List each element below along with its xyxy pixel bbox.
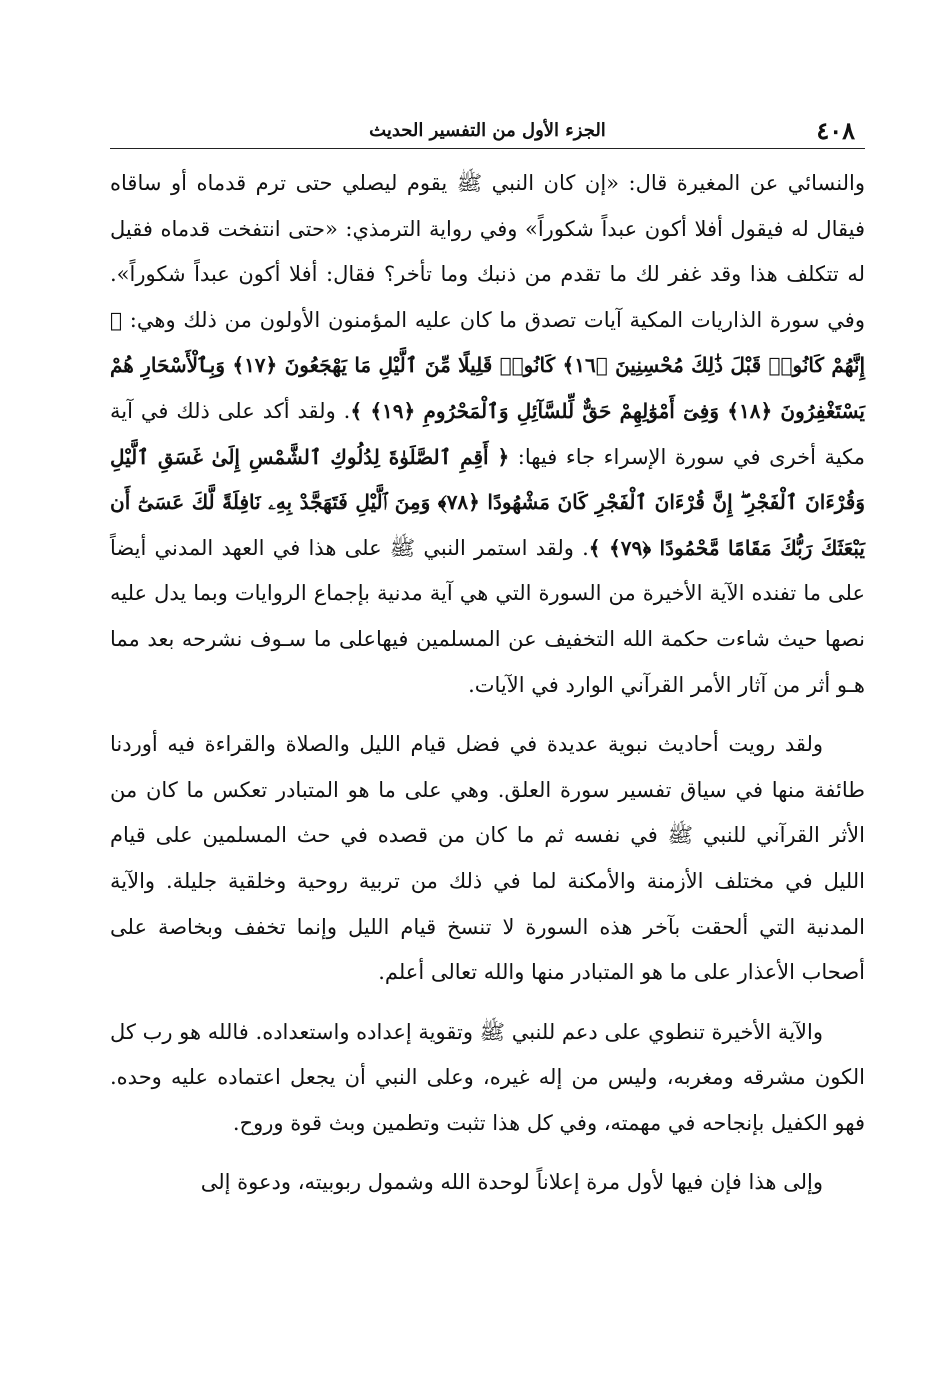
paragraph-text: وإلى هذا فإن فيها لأول مرة إعلاناً لوحدة الله وشمول ربوبيته، ودعوة إلى <box>200 1170 823 1195</box>
paragraph-text: ولقد رويت أحاديث نبوية عديدة في فضل قيام الليل والصلاة والقراءة فيه أوردنا طائفة منها في سياق تفسير سورة العلق. وهي على ما هو المتبادر تعكس ما كان من الأثر القرآني للنبي ﷺ في نفسه ثم ما كان من قصده في حث المسلمين على قيام الليل في مختلف الأزمنة والأمكنة لما في ذلك من تربية روحية وخلقية جليلة. والآية المدنية التي ألحقت بآخر هذه السورة لا تنسخ قيام الليل وإنما تخفف وبخاصة على أصحاب الأعذار على ما هو المتبادر منها والله تعالى أعلم. <box>110 732 865 985</box>
paragraph-4 <box>110 1160 865 1206</box>
paragraph-text: . ولقد استمر النبي ﷺ على هذا في العهد المدني أيضاً على ما تفنده الآية الأخيرة من السورة التي هي آية مدنية بإجماع الروايات وبما يدل عليه نصها حيث شاءت حكمة الله التخفيف عن المسلمين فيهاعلى ما سـوف نشرحه بعد مما هـو أثر من آثار الأمر القرآني الوارد في الآيات. <box>110 535 865 697</box>
page-header <box>110 112 865 149</box>
paragraph-1 <box>110 161 865 708</box>
paragraph-text: والآية الأخيرة تنطوي على دعم للنبي ﷺ وتقوية إعداده واستعداده. فالله هو رب كل الكون مشرقه ومغربه، وليس من إله غيره، وعلى النبي أن يجعل اعتماده عليه وحده. فهو الكفيل بإنجاحه في مهمته، وفي كل هذا تثبت وتطمين وبث قوة وروح. <box>110 1019 865 1135</box>
page-number: ٤٠٨ <box>816 116 855 145</box>
book-page <box>110 112 865 1220</box>
paragraph-2 <box>110 722 865 996</box>
quran-verse: ﴿ أَقِمِ ٱلصَّلَوٰةَ لِدُلُوكِ ٱلشَّمْسِ إِلَىٰ غَسَقِ ٱلَّيْلِ وَقُرْءَانَ ٱلْفَجْرِ ۖ إِنَّ قُرْءَانَ ٱلْفَجْرِ كَانَ مَشْهُودًا ﴿٧٨﴾ وَمِنَ ٱلَّيْلِ فَتَهَجَّدْ بِهِۦ نَافِلَةً لَّكَ عَسَىٰٓ أَن يَبْعَثَكَ رَبُّكَ مَقَامًا مَّحْمُودًا ﴿٧٩﴾ ﴾ <box>110 444 865 560</box>
body-text <box>110 161 865 1206</box>
paragraph-text: والنسائي عن المغيرة قال: «إن كان النبي ﷺ يقوم ليصلي حتى ترم قدماه أو ساقاه فيقال له فيقول أفلا أكون عبداً شكوراً» وفي رواية الترمذي: «حتى انتفخت قدماه فقيل له تتكلف هذا وقد غفر لك ما تقدم من ذنبك وما تأخر؟ فقال: أفلا أكون عبداً شكوراً». وفي سورة الذاريات المكية آيات تصدق ما كان عليه المؤمنون الأولون من ذلك وهي: <box>110 171 865 332</box>
running-title: الجزء الأول من التفسير الحديث <box>369 120 606 141</box>
quran-verse: ﴿ إِنَّهُمْ كَانُوا۟ قَبْلَ ذَٰلِكَ مُحْسِنِينَ ﴿١٦﴾ كَانُوا۟ قَلِيلًا مِّنَ ٱلَّيْلِ مَا يَهْجَعُونَ ﴿١٧﴾ وَبِٱلْأَسْحَارِ هُمْ يَسْتَغْفِرُونَ ﴿١٨﴾ وَفِىٓ أَمْوَٰلِهِمْ حَقٌّ لِّلسَّآئِلِ وَٱلْمَحْرُومِ ﴿١٩﴾ ﴾ <box>110 307 866 423</box>
paragraph-3 <box>110 1010 865 1147</box>
paragraph-text: . ولقد أكد على ذلك في آية مكية أخرى في سورة الإسراء جاء فيها: <box>110 398 865 469</box>
